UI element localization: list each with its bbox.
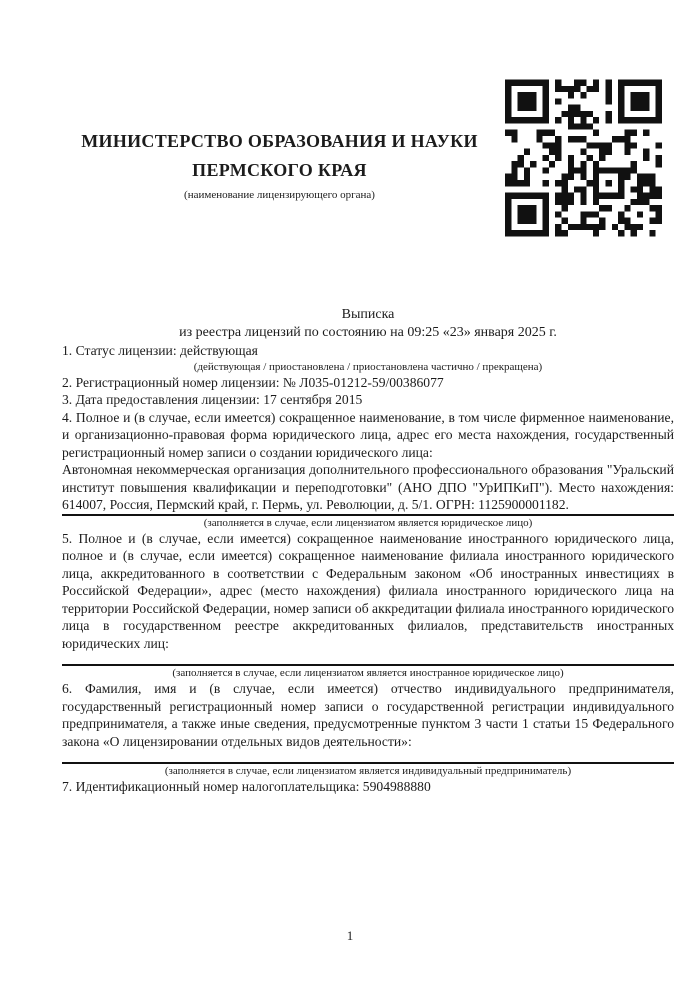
- document-body: [62, 302, 674, 796]
- field-license-status: 1. Статус лицензии: действующая: [62, 343, 258, 358]
- licensing-authority-name: [52, 127, 507, 185]
- document-title-line2: из реестра лицензий по состоянию на 09:25 «23» января 2025 г.: [179, 325, 557, 340]
- licensing-authority-name-line1: МИНИСТЕРСТВО ОБРАЗОВАНИЯ И НАУКИ: [81, 131, 478, 151]
- field-foreign-entity-value: [62, 652, 674, 664]
- licensing-authority-name-line2: ПЕРМСКОГО КРАЯ: [192, 160, 367, 180]
- field-legal-entity-label: 4. Полное и (в случае, если имеется) сокращенное наименование, в том числе фирменное наименование, и организационно-правовая форма юридического лица, адрес его места нахождения, государственный регистрационный номер записи о создании юридического лица:: [62, 409, 674, 460]
- licensing-authority-header: [52, 127, 507, 202]
- field-license-status-caption: (действующая / приостановлена / приостановлена частично / прекращена): [193, 360, 543, 373]
- page-number: 1: [346, 928, 354, 943]
- field-foreign-entity-label: 5. Полное и (в случае, если имеется) сокращенное наименование иностранного юридического лица, полное и (в случае, если имеется) сокращенное наименование филиала иностранного юридического лица, аккредитованного в соответствии с Федеральным законом «Об иностранных инвестициях в Российской Федерации», адрес (место нахождения) филиала иностранного юридического лица на территории Российской Федерации, номер записи об аккредитации филиала иностранного юридического лица в государственном реестре аккредитованных филиалов, представительств иностранных юридических лиц:: [62, 530, 674, 651]
- field-entrepreneur-caption: (заполняется в случае, если лицензиатом является индивидуальный предприниматель): [164, 765, 572, 777]
- qr-code-icon: [505, 78, 662, 238]
- licensing-authority-caption: (наименование лицензирующего органа): [184, 189, 375, 201]
- field-registration-number: 2. Регистрационный номер лицензии: № Л035-01212-59/00386077: [62, 374, 444, 390]
- field-taxpayer-number: 7. Идентификационный номер налогоплательщика: 5904988880: [62, 779, 431, 794]
- field-legal-entity-value: Автономная некоммерческая организация дополнительного профессионального образования "Уральский институт повышения квалификации и переподготовки" (АНО ДПО "УрИПКиП"). Место нахождения: 614007, Россия, Пермский край, г. Пермь, ул. Революции, д. 5/1. ОГРН: 1125900001182.: [62, 462, 674, 512]
- document-title: [62, 302, 674, 342]
- document-title-line1: Выписка: [341, 307, 395, 322]
- field-license-grant-date: 3. Дата предоставления лицензии: 17 сентября 2015: [62, 392, 363, 407]
- field-legal-entity-caption: (заполняется в случае, если лицензиатом является юридическое лицо): [203, 516, 533, 529]
- field-entrepreneur-label: 6. Фамилия, имя и (в случае, если имеется) отчество индивидуального предпринимателя, государственный регистрационный номер записи о государственной регистрации индивидуального предпринимателя, а также иные сведения, предусмотренные пунктом 3 части 1 статьи 15 Федерального закона «О лицензировании отдельных видов деятельности»:: [62, 681, 674, 749]
- field-entrepreneur-value: [62, 750, 674, 762]
- field-foreign-entity-caption: (заполняется в случае, если лицензиатом является иностранное юридическое лицо): [172, 667, 564, 679]
